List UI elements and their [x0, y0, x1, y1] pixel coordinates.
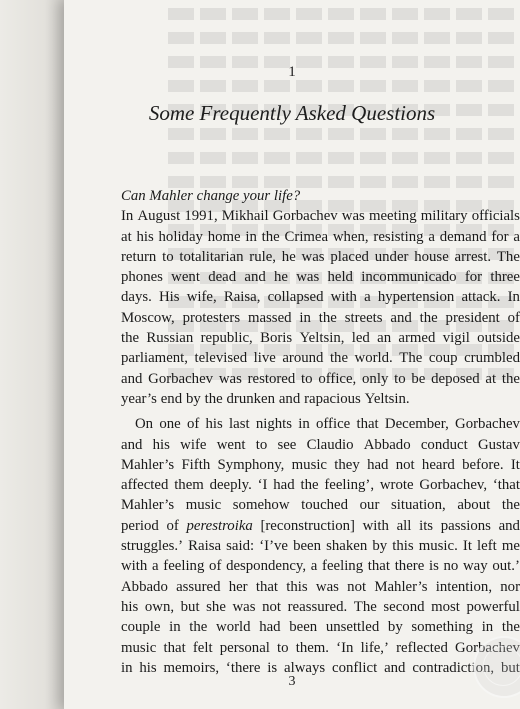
word: to — [255, 436, 268, 453]
word: not — [347, 578, 367, 595]
word: armed — [398, 330, 436, 347]
word: in — [299, 309, 311, 326]
word: year’s — [121, 390, 157, 407]
word: somehow — [232, 497, 290, 514]
word: placed — [330, 248, 369, 265]
word: In — [507, 289, 520, 306]
text-line — [121, 556, 520, 576]
word: with — [121, 558, 148, 575]
word: republic, — [200, 330, 253, 347]
text-line — [121, 287, 520, 307]
word: massed — [247, 309, 292, 326]
word: life,’ — [360, 639, 389, 656]
word: was — [341, 208, 365, 225]
word: went — [216, 436, 246, 453]
word: Boris — [260, 330, 293, 347]
word: world. — [354, 350, 393, 367]
word: Abbado — [363, 436, 411, 453]
word: at — [121, 228, 132, 245]
word: meeting — [368, 208, 417, 225]
word: and — [121, 370, 143, 387]
word: one — [159, 416, 181, 433]
word: drunken — [226, 390, 276, 407]
text-line — [121, 348, 520, 368]
word: that — [255, 578, 279, 595]
word: Yeltsin. — [364, 390, 410, 407]
word: deeply. — [209, 477, 252, 494]
text-line — [121, 247, 520, 267]
word: attack. — [461, 289, 501, 306]
word: Abbado — [121, 578, 168, 595]
text-line — [121, 435, 520, 455]
word: of — [166, 517, 179, 534]
word: his — [205, 416, 223, 433]
word: Gustav — [477, 436, 520, 453]
word: period — [121, 517, 159, 534]
word: feeling — [163, 558, 205, 575]
word: ‘I’ve — [259, 538, 288, 555]
body-text — [121, 186, 520, 678]
word: Moscow, — [121, 309, 175, 326]
word: streets — [344, 309, 383, 326]
word: Mahler’s — [121, 456, 175, 473]
word: music — [185, 497, 222, 514]
word: a — [152, 558, 159, 575]
word: [reconstruction] — [260, 517, 355, 534]
text-line — [121, 475, 520, 495]
word: the — [204, 390, 223, 407]
section-heading: Can Mahler change your life? — [121, 188, 301, 204]
word: something — [411, 619, 474, 636]
word: end — [160, 390, 183, 407]
word: Russian — [146, 330, 194, 347]
word: in — [169, 619, 181, 636]
word: to — [162, 248, 174, 265]
word: rule, — [249, 248, 277, 265]
word: that — [163, 639, 186, 656]
word: ‘I — [257, 477, 268, 494]
word: that — [356, 416, 379, 433]
word: office, — [318, 370, 357, 387]
word: home — [207, 228, 241, 245]
text-line — [121, 369, 520, 389]
word: of — [186, 416, 200, 433]
word: televised — [194, 350, 248, 367]
word: his — [136, 228, 154, 245]
word: to — [277, 639, 289, 656]
word: by — [372, 538, 388, 555]
word: at — [485, 370, 497, 387]
word: was — [218, 370, 242, 387]
word: struggles.’ — [121, 538, 184, 555]
word: totalitarian — [179, 248, 244, 265]
word: Raisa, — [223, 289, 261, 306]
word: before. — [462, 456, 504, 473]
word: On — [135, 416, 154, 433]
word: the — [261, 228, 280, 245]
word: the — [318, 309, 337, 326]
word: phones — [121, 269, 163, 286]
word: rapacious — [304, 390, 361, 407]
word: It — [510, 456, 520, 473]
word: resisting — [373, 228, 424, 245]
text-line — [121, 267, 520, 287]
word: Mahler’s — [121, 497, 175, 514]
word: intention, — [435, 578, 493, 595]
word: ‘there — [225, 659, 261, 676]
word: and — [244, 269, 266, 286]
word: his — [152, 436, 170, 453]
word: Yeltsin, — [299, 330, 345, 347]
text-line — [121, 495, 520, 515]
text-line — [121, 617, 520, 637]
word: three — [490, 269, 520, 286]
word: held — [327, 269, 353, 286]
word: return — [121, 248, 157, 265]
word: her — [228, 578, 248, 595]
word: The — [496, 248, 520, 265]
word: to — [301, 370, 313, 387]
word: The — [399, 350, 423, 367]
word: last — [229, 416, 250, 433]
word: deposed — [431, 370, 480, 387]
word: incommunicado — [361, 269, 457, 286]
word: led — [351, 330, 370, 347]
word: all — [396, 517, 412, 534]
word: and — [121, 436, 143, 453]
word: music — [291, 456, 328, 473]
paragraph-2 — [121, 414, 520, 678]
word: around — [282, 350, 324, 367]
word: be — [411, 370, 426, 387]
word: in — [121, 659, 133, 676]
word: went — [171, 269, 200, 286]
text-line — [121, 206, 520, 226]
word: by — [387, 619, 403, 636]
word: reassured. — [287, 598, 348, 615]
word: August — [137, 208, 181, 225]
chapter-number: 1 — [288, 64, 296, 80]
word: had — [273, 477, 295, 494]
word: reflected — [396, 639, 448, 656]
word: parliament, — [121, 350, 188, 367]
word: president — [445, 309, 500, 326]
word: Raisa — [188, 538, 222, 555]
word: assured — [176, 578, 221, 595]
word: way — [463, 558, 488, 575]
word: for — [491, 228, 509, 245]
word: but — [180, 598, 200, 615]
word: no — [443, 558, 459, 575]
text-line — [121, 536, 520, 556]
word: our — [359, 497, 380, 514]
word: music — [121, 639, 157, 656]
word: nor — [500, 578, 520, 595]
word: wife — [180, 436, 207, 453]
word: most — [431, 598, 460, 615]
word: a — [428, 228, 435, 245]
word: me — [501, 538, 520, 555]
text-line — [121, 638, 520, 658]
word: ‘that — [492, 477, 520, 494]
word: Mahler’s — [374, 578, 428, 595]
word: to — [394, 370, 406, 387]
word: collapsed — [267, 289, 324, 306]
word: own, — [144, 598, 175, 615]
word: conduct — [420, 436, 468, 453]
word: Mikhail — [221, 208, 269, 225]
word: ‘In — [336, 639, 354, 656]
word: The — [353, 598, 377, 615]
word: dead — [208, 269, 237, 286]
word: coup — [428, 350, 458, 367]
text-line — [121, 328, 520, 348]
word: with — [362, 517, 389, 534]
word: not — [262, 598, 282, 615]
word: arrest. — [454, 248, 492, 265]
word: and — [384, 659, 406, 676]
word: there — [394, 558, 425, 575]
word: 1991, — [184, 208, 218, 225]
word: in — [298, 416, 310, 433]
word: this — [392, 538, 414, 555]
word: Gorbachev — [272, 208, 338, 225]
word: always — [284, 659, 326, 676]
text-line — [121, 389, 520, 409]
word: been — [293, 538, 322, 555]
word: military — [420, 208, 468, 225]
word: officials — [471, 208, 520, 225]
word: been — [289, 619, 318, 636]
word: crumbled — [464, 350, 520, 367]
text-line — [121, 516, 520, 536]
word: of — [507, 309, 520, 326]
word: about — [457, 497, 491, 514]
word: office — [315, 416, 351, 433]
word: the — [501, 497, 520, 514]
word: see — [277, 436, 297, 453]
word: conflict — [332, 659, 378, 676]
word: feeling — [322, 558, 364, 575]
word: its — [419, 517, 434, 534]
word: was — [296, 269, 320, 286]
word: she — [206, 598, 226, 615]
word: was — [315, 578, 339, 595]
page-number: 3 — [288, 674, 296, 689]
word: feeling’, — [324, 477, 375, 494]
word: hypertension — [377, 289, 455, 306]
word: Fifth — [181, 456, 211, 473]
word: Gorbachev — [455, 639, 520, 656]
word: when, — [332, 228, 369, 245]
word: was — [232, 598, 256, 615]
word: music. — [418, 538, 458, 555]
book-page — [64, 0, 520, 709]
word: the — [121, 330, 140, 347]
word: affected — [121, 477, 169, 494]
word: of — [209, 558, 222, 575]
word: heard — [421, 456, 455, 473]
word: this — [286, 578, 308, 595]
word: touched — [301, 497, 348, 514]
word: Claudio — [306, 436, 354, 453]
word: vigil — [442, 330, 470, 347]
word: passions — [440, 517, 491, 534]
word: and — [498, 517, 520, 534]
word: situation, — [391, 497, 446, 514]
word: not — [395, 456, 415, 473]
word: wife, — [186, 289, 217, 306]
word: the — [501, 370, 520, 387]
word: in — [245, 228, 257, 245]
word: second — [383, 598, 425, 615]
word: he — [274, 269, 288, 286]
word: is — [267, 659, 278, 676]
word: Gorbachev — [455, 416, 520, 433]
word: they — [334, 456, 360, 473]
word: memoirs, — [163, 659, 220, 676]
word: the — [300, 477, 319, 494]
word: holiday — [158, 228, 203, 245]
word: and — [278, 390, 301, 407]
word: perestroika — [186, 517, 253, 534]
word: demand — [439, 228, 487, 245]
word: for — [464, 269, 483, 286]
word: felt — [192, 639, 213, 656]
word: personal — [219, 639, 270, 656]
word: only — [362, 370, 389, 387]
word: outside — [477, 330, 520, 347]
word: live — [253, 350, 276, 367]
word: by — [185, 390, 201, 407]
chapter-title: Some Frequently Asked Questions — [148, 101, 436, 125]
word: a — [364, 289, 371, 306]
word: and — [390, 309, 412, 326]
word: Symphony, — [217, 456, 285, 473]
word: his — [121, 598, 139, 615]
text-line — [121, 414, 520, 434]
word: nights — [255, 416, 292, 433]
word: couple — [121, 619, 161, 636]
word: His — [158, 289, 180, 306]
word: said: — [226, 538, 255, 555]
word: powerful — [466, 598, 520, 615]
word: he — [281, 248, 296, 265]
word: had — [259, 619, 281, 636]
word: unsettled — [325, 619, 380, 636]
word: the — [329, 350, 349, 367]
word: is — [428, 558, 439, 575]
word: protesters — [182, 309, 241, 326]
word: restored — [247, 370, 296, 387]
word: shaken — [326, 538, 368, 555]
word: his — [139, 659, 157, 676]
paragraph-1 — [121, 206, 520, 409]
word: left — [477, 538, 497, 555]
word: with — [330, 289, 357, 306]
word: house — [414, 248, 449, 265]
word: December, — [384, 416, 449, 433]
word: despondency, — [226, 558, 307, 575]
word: In — [121, 208, 134, 225]
word: the — [501, 619, 520, 636]
word: contradiction, — [412, 659, 495, 676]
word: the — [419, 309, 438, 326]
word: world — [216, 619, 251, 636]
word: but — [500, 659, 520, 676]
word: that — [367, 558, 390, 575]
page-gutter — [0, 0, 64, 709]
word: in — [481, 619, 494, 636]
text-line — [121, 455, 520, 475]
word: under — [374, 248, 409, 265]
word: out.’ — [492, 558, 520, 575]
word: them. — [295, 639, 330, 656]
word: Crimea — [284, 228, 329, 245]
word: was — [301, 248, 325, 265]
word: wrote — [379, 477, 414, 494]
word: a — [513, 228, 520, 245]
word: Gorbachev, — [419, 477, 488, 494]
text-line — [121, 308, 520, 328]
word: an — [377, 330, 392, 347]
text-line — [121, 227, 520, 247]
text-line — [121, 577, 520, 597]
word: It — [462, 538, 472, 555]
text-line — [121, 597, 520, 617]
word: them — [174, 477, 204, 494]
word: the — [189, 619, 208, 636]
word: a — [310, 558, 318, 575]
word: Gorbachev — [148, 370, 214, 387]
word: had — [367, 456, 389, 473]
word: days. — [121, 289, 152, 306]
